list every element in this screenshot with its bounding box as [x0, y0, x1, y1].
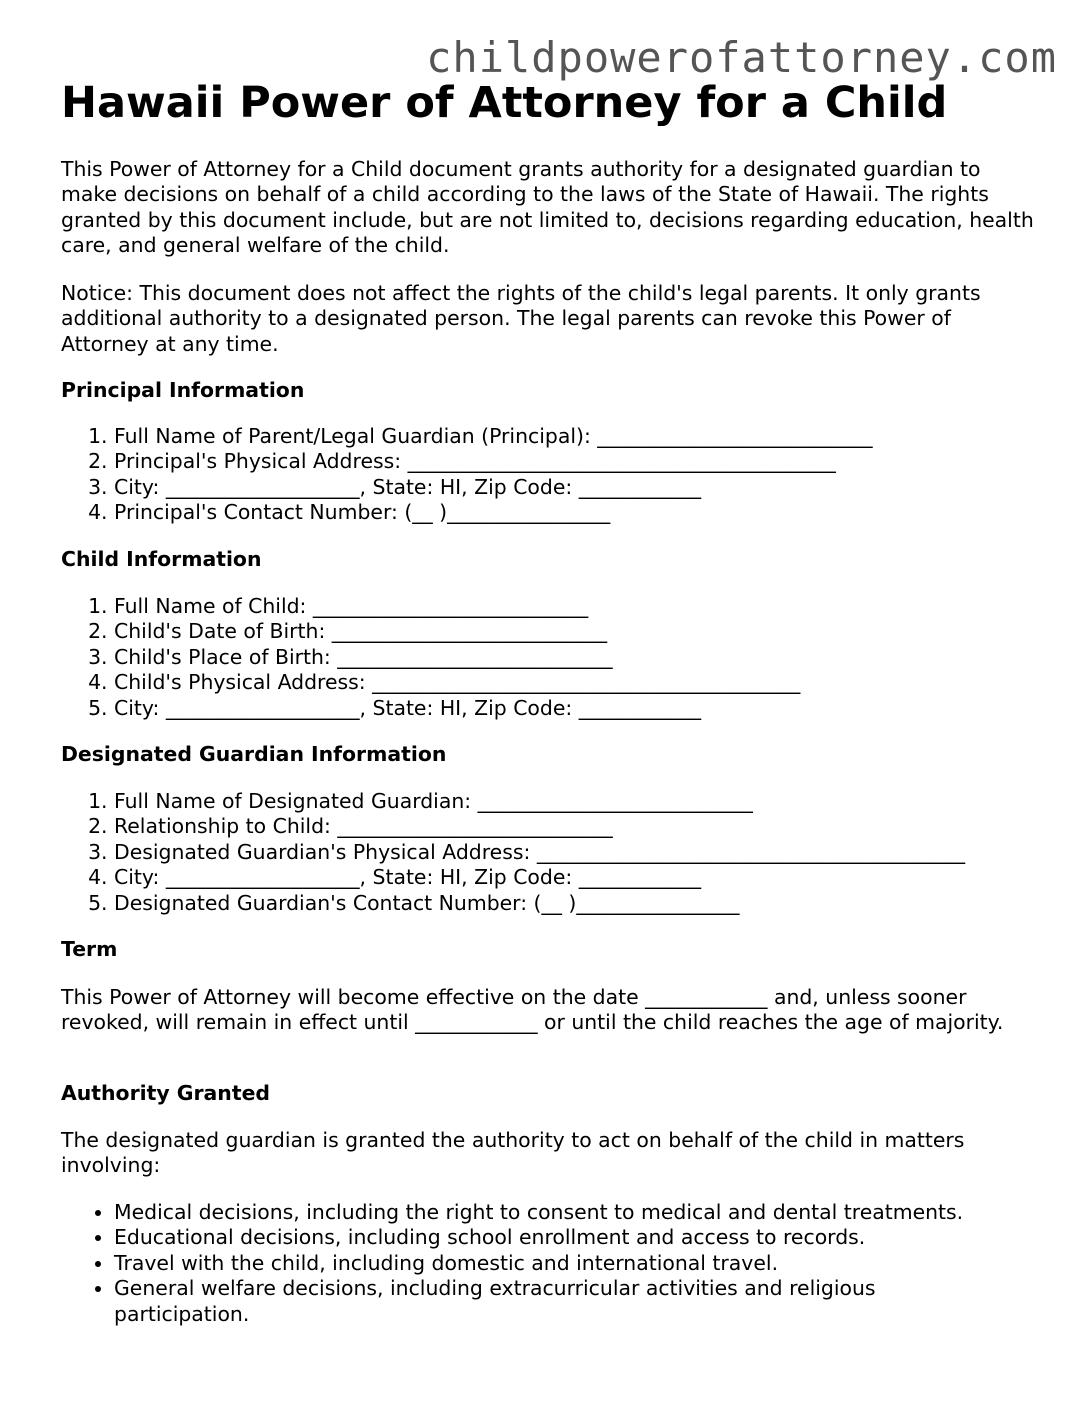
- authority-item-welfare: • General welfare decisions, including extracurricular activities and religious participation.: [114, 1276, 1036, 1327]
- principal-heading: Principal Information: [61, 378, 305, 402]
- term-heading: Term: [61, 937, 118, 961]
- child-list: [61, 594, 1036, 721]
- child-pob-field: 3. Child's Place of Birth: ___________________________: [114, 645, 1036, 670]
- child-name-field: 1. Full Name of Child: ___________________________: [114, 594, 1036, 619]
- guardian-address-field: 3. Designated Guardian's Physical Address: __________________________________________: [114, 840, 1036, 865]
- authority-item-travel: • Travel with the child, including domestic and international travel.: [114, 1251, 1036, 1276]
- authority-item-medical: • Medical decisions, including the right to consent to medical and dental treatments.: [114, 1200, 1036, 1225]
- intro-paragraph: This Power of Attorney for a Child document grants authority for a designated guardian to make decisions on behalf of a child according to the laws of the State of Hawaii. The rights granted by this document include, but are not limited to, decisions regarding education, health care, and general welfare of the child.: [61, 157, 1034, 258]
- guardian-list: [61, 789, 1036, 916]
- authority-list: [61, 1200, 1036, 1327]
- guardian-contact-field: 5. Designated Guardian's Contact Number: (__ )________________: [114, 891, 1036, 916]
- notice-paragraph: Notice: This document does not affect the rights of the child's legal parents. It only grants additional authority to a designated person. The legal parents can revoke this Power of Attorney at any time.: [61, 281, 981, 356]
- authority-heading: Authority Granted: [61, 1081, 270, 1105]
- guardian-name-field: 1. Full Name of Designated Guardian: ___________________________: [114, 789, 1036, 814]
- child-dob-field: 2. Child's Date of Birth: ___________________________: [114, 619, 1036, 644]
- principal-name-field: 1. Full Name of Parent/Legal Guardian (Principal): ___________________________: [114, 424, 1036, 449]
- guardian-relationship-field: 2. Relationship to Child: ___________________________: [114, 814, 1036, 839]
- authority-item-educational: • Educational decisions, including school enrollment and access to records.: [114, 1225, 1036, 1250]
- site-watermark: childpowerofattorney.com: [426, 33, 1057, 82]
- child-city-field: 5. City: ___________________, State: HI, Zip Code: ____________: [114, 696, 1036, 721]
- principal-address-field: 2. Principal's Physical Address: __________________________________________: [114, 449, 1036, 474]
- term-paragraph: This Power of Attorney will become effective on the date ____________ and, unless sooner revoked, will remain in effect until ____________ or until the child reaches the age of majority.: [61, 985, 1004, 1035]
- principal-city-field: 3. City: ___________________, State: HI, Zip Code: ____________: [114, 475, 1036, 500]
- guardian-city-field: 4. City: ___________________, State: HI, Zip Code: ____________: [114, 865, 1036, 890]
- document-title: Hawaii Power of Attorney for a Child: [61, 78, 948, 128]
- child-address-field: 4. Child's Physical Address: __________________________________________: [114, 670, 1036, 695]
- child-heading: Child Information: [61, 547, 262, 571]
- authority-paragraph: The designated guardian is granted the authority to act on behalf of the child in matters involving:: [61, 1128, 965, 1178]
- guardian-heading: Designated Guardian Information: [61, 742, 447, 766]
- principal-contact-field: 4. Principal's Contact Number: (__ )________________: [114, 500, 1036, 525]
- principal-list: [61, 424, 1036, 526]
